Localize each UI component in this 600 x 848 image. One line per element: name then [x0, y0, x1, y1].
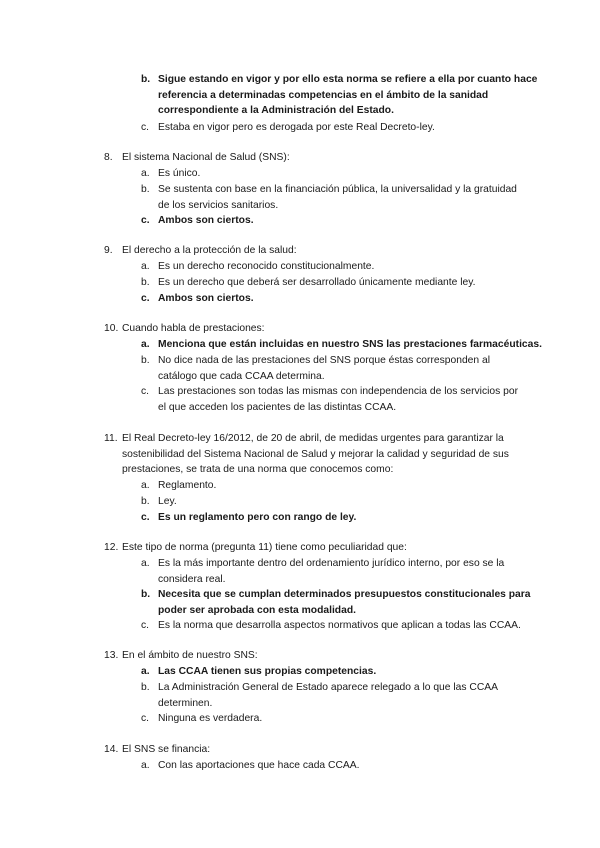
question-text: El Real Decreto-ley 16/2012, de 20 de abril, de medidas urgentes para garantizar la — [122, 433, 504, 444]
option-text: Es la más importante dentro del ordenamiento jurídico interno, por eso se la — [158, 558, 505, 569]
option-text: poder ser aprobada con esta modalidad. — [158, 604, 356, 616]
option-letter: c. — [141, 620, 150, 631]
option-text: Reglamento. — [158, 480, 217, 491]
option-letter: b. — [141, 682, 150, 693]
question-number: 10. — [104, 323, 119, 334]
option-text: catálogo que cada CCAA determina. — [158, 370, 325, 382]
option-text: Ninguna es verdadera. — [158, 713, 263, 724]
option-text: de los servicios sanitarios. — [158, 199, 279, 211]
option-text: Ley. — [158, 496, 177, 507]
option-text: Necesita que se cumplan determinados presupuestos constitucionales para — [158, 589, 531, 600]
option-text: el que acceden los pacientes de las distintas CCAA. — [158, 401, 397, 413]
option-letter: c. — [141, 386, 150, 397]
option-text: Ambos son ciertos. — [158, 293, 254, 304]
option-letter: c. — [141, 512, 150, 523]
question-number: 14. — [104, 744, 119, 755]
option-text: Es la norma que desarrolla aspectos normativos que aplican a todas las CCAA. — [158, 620, 521, 631]
option-text: Es un derecho que deberá ser desarrollado únicamente mediante ley. — [158, 277, 476, 288]
option-text: referencia a determinadas competencias en el ámbito de la sanidad — [158, 89, 489, 101]
option-letter: c. — [141, 293, 150, 304]
question-text: Este tipo de norma (pregunta 11) tiene como peculiaridad que: — [122, 542, 407, 553]
option-text: determinen. — [158, 697, 213, 709]
option-letter: b. — [141, 184, 150, 195]
option-text: Las CCAA tienen sus propias competencias. — [158, 666, 377, 677]
option-text: No dice nada de las prestaciones del SNS porque éstas corresponden al — [158, 355, 490, 366]
option-text: Es un reglamento pero con rango de ley. — [158, 512, 357, 523]
option-text: Las prestaciones son todas las mismas con independencia de los servicios por — [158, 386, 519, 397]
option-letter: a. — [141, 339, 150, 350]
question-text: prestaciones, se trata de una norma que conocemos como: — [122, 464, 394, 475]
option-text: Estaba en vigor pero es derogada por este Real Decreto-ley. — [158, 122, 435, 133]
question-text: sostenibilidad del Sistema Nacional de Salud y mejorar la calidad y seguridad de sus — [122, 448, 509, 460]
option-text: Con las aportaciones que hace cada CCAA. — [158, 760, 360, 771]
option-text: La Administración General de Estado aparece relegado a lo que las CCAA — [158, 682, 499, 693]
question-text: El sistema Nacional de Salud (SNS): — [122, 152, 290, 163]
option-letter: b. — [141, 355, 150, 366]
question-number: 12. — [104, 542, 119, 553]
option-text: Es un derecho reconocido constitucionalmente. — [158, 261, 375, 272]
option-letter: b. — [141, 496, 150, 507]
option-letter: a. — [141, 168, 150, 179]
question-text: El derecho a la protección de la salud: — [122, 245, 297, 256]
question-text: El SNS se financia: — [122, 744, 211, 755]
option-text: correspondiente a la Administración del Estado. — [158, 105, 394, 116]
question-number: 9. — [104, 245, 113, 256]
option-text: Se sustenta con base en la financiación pública, la universalidad y la gratuidad — [158, 184, 517, 195]
option-letter: c. — [141, 215, 150, 226]
option-letter: c. — [141, 713, 150, 724]
option-letter: a. — [141, 666, 150, 677]
question-text: Cuando habla de prestaciones: — [122, 323, 265, 334]
question-number: 11. — [104, 433, 118, 444]
option-letter: a. — [141, 760, 150, 771]
option-letter: b. — [141, 74, 151, 85]
option-letter: a. — [141, 261, 150, 272]
option-text: Es único. — [158, 168, 201, 179]
option-letter: b. — [141, 589, 151, 600]
option-letter: b. — [141, 277, 150, 288]
option-text: considera real. — [158, 573, 226, 585]
question-number: 13. — [104, 650, 119, 661]
option-text: Menciona que están incluidas en nuestro SNS las prestaciones farmacéuticas. — [158, 339, 542, 350]
option-letter: c. — [141, 122, 150, 133]
option-letter: a. — [141, 480, 150, 491]
question-text: En el ámbito de nuestro SNS: — [122, 650, 258, 661]
option-text: Ambos son ciertos. — [158, 215, 254, 226]
option-letter: a. — [141, 558, 150, 569]
option-text: Sigue estando en vigor y por ello esta norma se refiere a ella por cuanto hace — [158, 74, 538, 85]
question-number: 8. — [104, 152, 113, 163]
